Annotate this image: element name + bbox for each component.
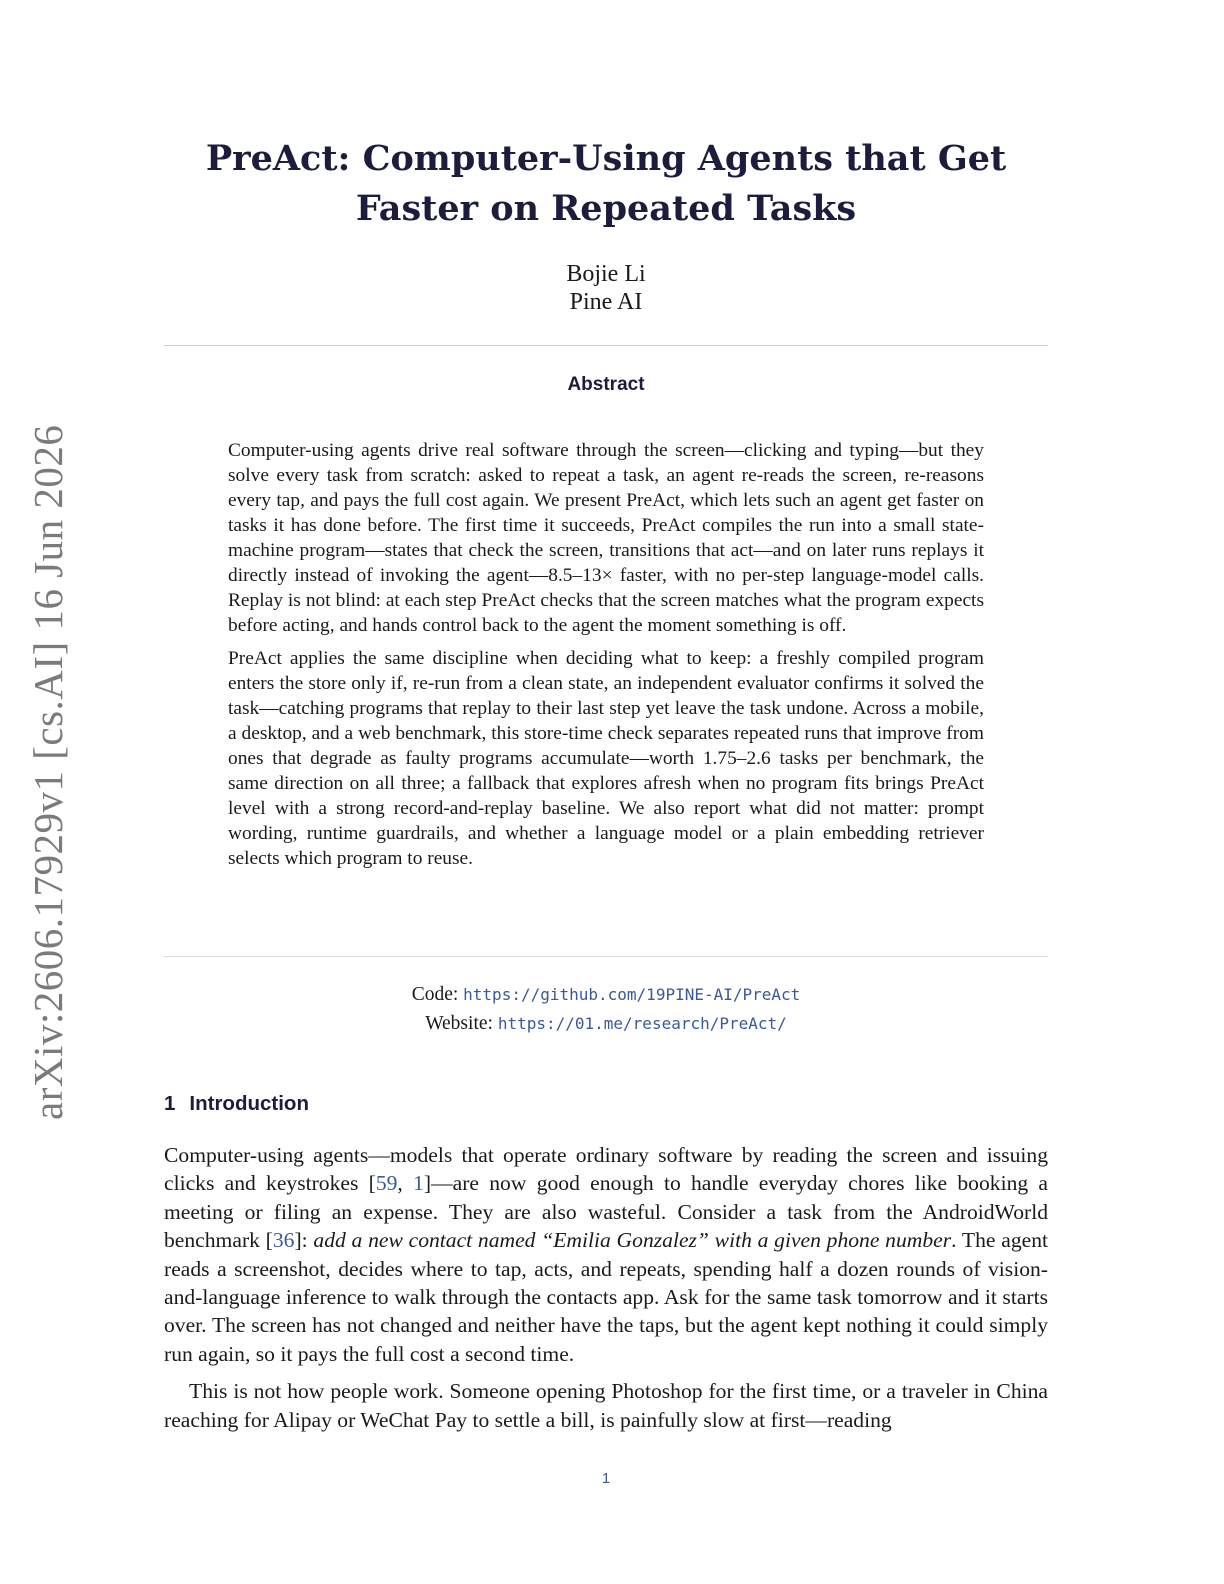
abstract-paragraph: PreAct applies the same discipline when deciding what to keep: a freshly compiled program enters the store only if, re-run from a clean state, an independent evaluator confirms it solved the task—catching programs that replay to their last step yet leave the task undone. Across a mobile, a desktop, and a web benchmark, this store-time check separates repeated runs that improve from ones that degrade as faulty programs accumulate—worth 1.75–2.6 tasks per benchmark, the same direction on all three; a fallback that explores afresh when no program fits brings PreAct level with a strong record-and-replay baseline. We also report what did not matter: prompt wording, runtime guardrails, and whether a language model or a plain embedding retriever selects which program to reuse. bbox=[228, 648, 984, 869]
abstract-heading: Abstract bbox=[567, 374, 645, 395]
website-label: Website: bbox=[425, 1013, 493, 1034]
abstract-body bbox=[228, 438, 984, 879]
citation-link[interactable]: 59 bbox=[375, 1171, 398, 1196]
intro-text: . The agent reads a screenshot, decides where to tap, acts, and repeats, spending half a dozen rounds of vision-and-language inference to walk through the contacts app. Ask for the same task tomorrow and it starts over. The screen has not changed and neither have the taps, but the agent kept nothing it could simply run again, so it pays the full cost a second time. bbox=[164, 1228, 1048, 1366]
title-divider bbox=[164, 345, 1048, 346]
code-link-row bbox=[164, 980, 1048, 1009]
intro-paragraph-1 bbox=[164, 1141, 1048, 1368]
arxiv-side-stamp: arXiv:2606.17929v1 [cs.AI] 16 Jun 2026 bbox=[25, 424, 71, 1120]
paper-title-line-1: PreAct: Computer-Using Agents that Get bbox=[205, 138, 1007, 179]
section-number: 1 bbox=[164, 1092, 176, 1115]
author-block bbox=[164, 260, 1048, 316]
section-heading-introduction bbox=[164, 1092, 1048, 1116]
page-number: 1 bbox=[601, 1470, 611, 1487]
author-name: Bojie Li bbox=[566, 261, 646, 287]
citation-link[interactable]: 36 bbox=[272, 1228, 295, 1253]
abstract-divider bbox=[164, 956, 1048, 957]
website-link-row bbox=[164, 1009, 1048, 1038]
code-url-link[interactable]: https://github.com/19PINE-AI/PreAct bbox=[463, 985, 801, 1004]
code-label: Code: bbox=[411, 984, 459, 1005]
paper-title-line-2: Faster on Repeated Tasks bbox=[355, 188, 857, 229]
abstract-paragraph: Computer-using agents drive real software through the screen—clicking and typing—but they solve every task from scratch: asked to repeat a task, an agent re-reads the screen, re-reasons every tap, and pays the full cost again. We present PreAct, which lets such an agent get faster on tasks it has done before. The first time it succeeds, PreAct compiles the run into a small state-machine program—states that check the screen, transitions that act—and on later runs replays it directly instead of invoking the agent—8.5–13× faster, with no per-step language-model calls. Replay is not blind: at each step PreAct checks that the screen matches what the program expects before acting, and hands control back to the agent the moment something is off. bbox=[228, 440, 984, 636]
task-example-italic: add a new contact named “Emilia Gonzalez” with a given phone number bbox=[313, 1228, 952, 1253]
paper-title bbox=[164, 134, 1048, 234]
section-title: Introduction bbox=[189, 1092, 309, 1115]
intro-text: Computer-using agents—models that operate ordinary software by reading the screen and issuing clicks and keystrokes [ bbox=[164, 1143, 1048, 1196]
resource-links bbox=[164, 980, 1048, 1038]
intro-text: , bbox=[397, 1171, 414, 1196]
author-affiliation: Pine AI bbox=[569, 289, 643, 315]
intro-paragraph-2: This is not how people work. Someone opening Photoshop for the first time, or a traveler in China reaching for Alipay or WeChat Pay to settle a bill, is painfully slow at first—reading bbox=[164, 1379, 1048, 1432]
website-url-link[interactable]: https://01.me/research/PreAct/ bbox=[497, 1014, 787, 1033]
intro-text: ]: bbox=[294, 1228, 314, 1253]
introduction-body bbox=[164, 1141, 1048, 1443]
intro-text: ]—are now good enough to handle everyday chores like booking a meeting or filing an expense. They are also wasteful. Consider a task from the AndroidWorld benchmark [ bbox=[164, 1171, 1048, 1253]
citation-link[interactable]: 1 bbox=[413, 1171, 424, 1196]
